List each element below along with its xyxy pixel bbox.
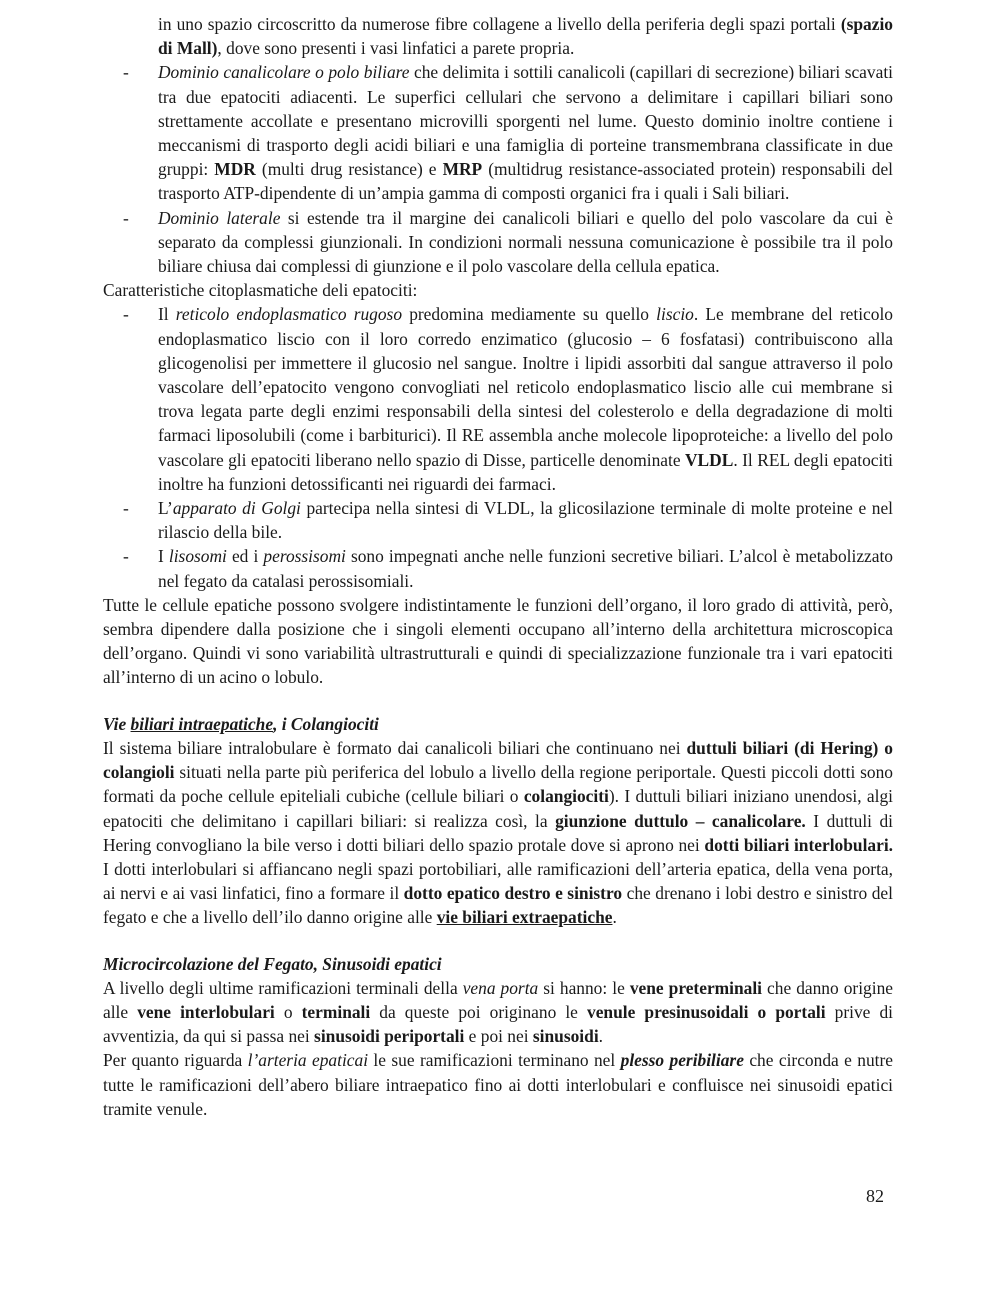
text: ). I duttuli biliari iniziano unendosi, algi epatociti che delimitano i capillari biliari: si realizza così, la (103, 786, 893, 831)
bullet-dash: - (123, 546, 129, 567)
text: partecipa nella sintesi di VLDL, la glicosilazione terminale di molte proteine e nel rilascio della bile. (158, 498, 893, 543)
term: vene interlobulari (137, 1001, 275, 1022)
text: sono impegnati anche nelle funzioni secretive biliari. L’alcol è metabolizzato nel fegato da catalasi perossisomiali. (158, 546, 894, 591)
text: in uno spazio circoscritto da numerose fibre collagene a livello della periferia degli spazi portali (158, 14, 841, 34)
text: prive di avventizia, da qui si passa nei (103, 1001, 893, 1047)
text: situati nella parte più periferica del lobulo a livello della regione periportale. Questi piccoli dotti sono formati da poche cellule epiteliali cubiche (cellule biliari o (103, 762, 893, 807)
term: Dominio laterale (158, 207, 281, 228)
term: vie biliari extraepatiche (436, 907, 613, 928)
text: da queste poi originano le (370, 1001, 587, 1022)
term: dotto epatico destro e sinistro (403, 883, 623, 904)
term: duttuli biliari (di Hering) o colangioli (103, 737, 894, 783)
term-spazio-di-mall: (spazio di Mall) (158, 14, 893, 59)
text: Il (158, 304, 176, 325)
term: apparato di Golgi (172, 498, 301, 519)
text: e poi nei (464, 1026, 533, 1047)
paragraph-hepatic-artery (103, 1048, 893, 1121)
paragraph-microcirculation (103, 976, 893, 1049)
term: sinusoidi (532, 1026, 599, 1047)
list-item-dominio-canalicolare (103, 60, 893, 205)
text: I (158, 546, 169, 567)
text: Vie (103, 713, 131, 734)
text: ed i (226, 546, 264, 567)
text: . (612, 907, 617, 928)
text: si estende tra il margine dei canalicoli biliari e quello del polo vascolare da cui è separato da complessi giunzionali. In condizioni normali nessuna comunicazione è possibile tra il polo biliare chiusa dai complessi di giunzione e il polo vascolare della cellula epatica. (158, 207, 893, 277)
bullet-dash: - (123, 304, 129, 325)
term: colangiociti (523, 786, 609, 807)
text: predomina mediamente su quello (402, 304, 657, 325)
text: che drenano i lobi destro e sinistro del fegato e che a livello dell’ilo danno origine alle (103, 883, 893, 928)
term-mdr: MDR (214, 159, 256, 180)
term: dotti biliari interlobulari. (704, 834, 894, 855)
text: I duttuli di Hering convogliano la bile verso i dotti biliari dello spazio protale dove si aprono nei (103, 810, 894, 855)
text: . (598, 1026, 604, 1047)
term: giunzione duttulo – canalicolare. (555, 810, 806, 831)
text: si hanno: le (538, 977, 630, 998)
term-vldl: VLDL (685, 449, 734, 470)
text: che danno origine alle (103, 977, 893, 1022)
text: le sue ramificazioni terminano nel (368, 1050, 621, 1071)
paragraph-hepatic-cells: Tutte le cellule epatiche possono svolgere indistintamente le funzioni dell’organo, il loro grado di attività, però, sembra dipendere dalla posizione che i singoli elementi occupano all’interno della architettura microscopica dell’organo. Quindi vi sono variabilità ultrastrutturali e quindi di specializzazione funzionale tra i vari epatociti all’interno di un acino o lobulo. (103, 594, 893, 688)
text: che circonda e nutre tutte le ramificazioni dell’abero biliare intraepatico fino ai dotti interlobulari e confluisce nei sinusoidi epatici tramite venule. (103, 1050, 893, 1119)
text: A livello degli ultime ramificazioni terminali della (103, 977, 463, 998)
section-heading-vie-biliari (103, 712, 893, 736)
paragraph-mall-space (103, 12, 893, 60)
bullet-dash: - (123, 207, 129, 228)
text: Il sistema biliare intralobulare è formato dai canalicoli biliari che continuano nei (103, 737, 687, 758)
page-number: 82 (866, 1186, 884, 1206)
text: che delimita i sottili canalicoli (capillari di secrezione) biliari scavati tra due epatociti adiacenti. Le superfici cellulari che servono a delimitare i capillari biliari sono strettamente accollate e presentano microvilli sporgenti nel lume. Questo dominio inoltre contiene i meccanismi di trasporto degli acidi biliari e una famiglia di porteine transmembrana classificate in due gruppi: (158, 62, 893, 180)
text: Per quanto riguarda (103, 1050, 248, 1071)
term: plesso peribiliare (620, 1050, 744, 1071)
term: l’arteria epaticai (247, 1050, 369, 1071)
spacer (103, 690, 893, 712)
text: (multi drug resistance) e (255, 159, 443, 180)
list-item-reticolo (103, 302, 893, 496)
term: terminali (301, 1001, 371, 1022)
list-item-golgi (103, 496, 893, 544)
term: lisosomi (168, 546, 227, 567)
text: . Le membrane del reticolo endoplasmatico liscio con il loro corredo enzimatico (glucosio – 6 fosfatasi) contribuiscono alla glicogenolisi per immettere il glucosio nel sangue. Inoltre i lipidi assorbiti dal sangue attraverso il polo vascolare dell’epatocito vengono convogliati nel reticolo endoplasmatico liscio alle cui membrane si trova legata parte degli enzimi responsabili della sintesi del colesterolo e della degradazione di molti farmaci liposolubili (come i barbiturici). Il RE assembla anche molecole lipoproteiche: a livello del polo vascolare gli epatociti liberano nello spazio di Disse, particelle denominate (158, 304, 893, 470)
paragraph-biliary-system (103, 736, 893, 930)
text: o (274, 1001, 302, 1022)
list-item-lisosomi (103, 544, 893, 592)
paragraph-cytoplasmic-features: Caratteristiche citoplasmatiche deli epatociti: (103, 280, 418, 301)
term: venule presinusoidali o portali (587, 1001, 826, 1022)
term: sinusoidi periportali (314, 1026, 465, 1047)
text: L’ (158, 498, 173, 519)
bullet-dash: - (123, 498, 129, 519)
term: perossisomi (263, 546, 346, 567)
section-heading-microcircolazione: Microcircolazione del Fegato, Sinusoidi epatici (103, 953, 442, 974)
bullet-dash: - (123, 62, 129, 83)
term: Dominio canalicolare o polo biliare (158, 62, 410, 83)
text: I dotti interlobulari si affiancano negli spazi portobiliari, alle ramificazioni dell’arteria epatica, della vena porta, ai nervi e ai vasi linfatici, fino a formare il (103, 858, 893, 904)
text: , dove sono presenti i vasi linfatici a parete propria. (217, 38, 575, 59)
text: . Il REL degli epatociti inoltre ha funzioni detossificanti nei riguardi dei farmaci. (158, 449, 893, 494)
term: liscio (656, 304, 694, 325)
text: biliari intraepatiche (130, 713, 274, 734)
text: , i Colangiociti (273, 713, 379, 734)
term: vena porta (462, 977, 539, 998)
term: reticolo endoplasmatico rugoso (175, 304, 403, 325)
term-mrp: MRP (442, 159, 483, 180)
term: vene preterminali (629, 977, 763, 998)
page-body (103, 12, 893, 1121)
spacer (103, 930, 893, 952)
text: (multidrug resistance-associated protein) responsabili del trasporto ATP-dipendente di un’ampia gamma di composti organici fra i quali i Sali biliari. (158, 159, 893, 204)
list-item-dominio-laterale (103, 206, 893, 279)
